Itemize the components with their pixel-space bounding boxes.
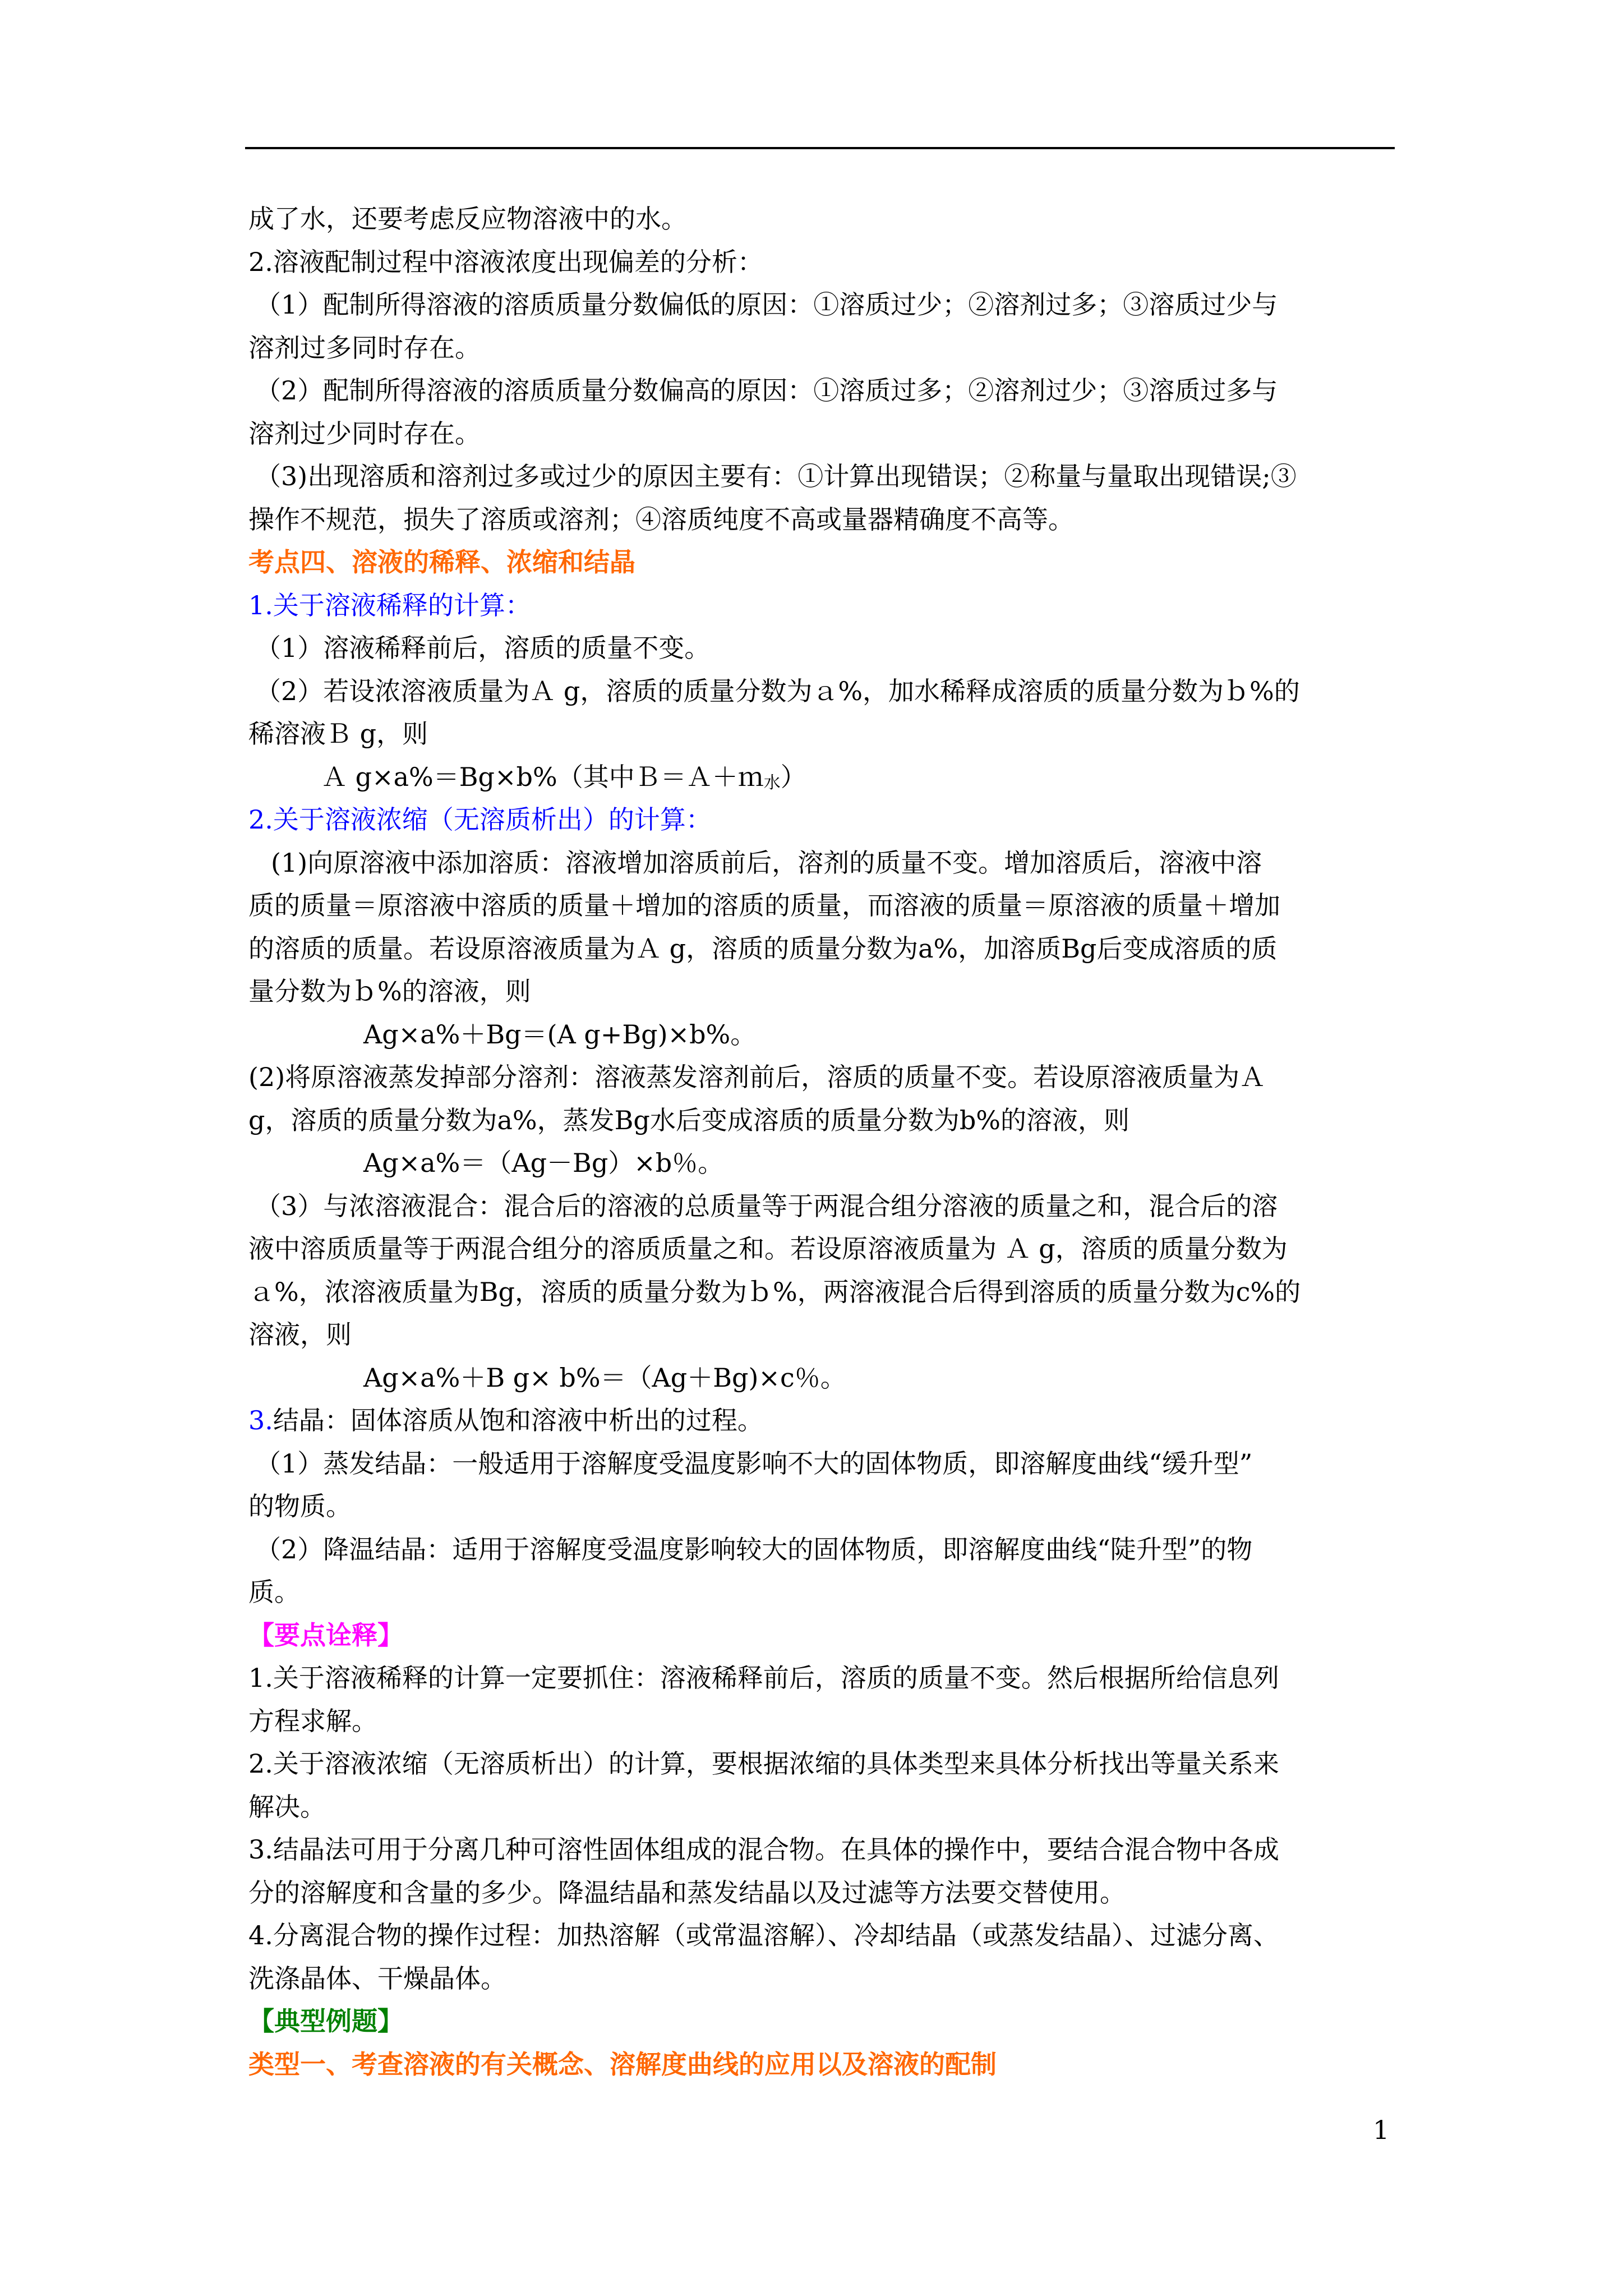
text-line: 解决。 <box>248 1791 326 1822</box>
text-line: （2）配制所得溶液的溶质质量分数偏高的原因：①溶质过多；②溶剂过少；③溶质过多与 <box>255 375 1278 406</box>
text-line: 溶剂过多同时存在。 <box>248 332 481 363</box>
section-heading: 考点四、溶液的稀释、浓缩和结晶 <box>248 547 635 577</box>
text-line: 溶剂过少同时存在。 <box>248 418 481 449</box>
formula-text: Ａ g×a%＝Bg×b%（其中Ｂ＝Ａ＋ｍ <box>321 761 764 792</box>
text-line: 稀溶液Ｂ g，则 <box>248 719 428 749</box>
text-line: 4.分离混合物的操作过程：加热溶解（或常温溶解）、冷却结晶（或蒸发结晶）、过滤分离、 <box>248 1920 1279 1950</box>
text-line: 方程求解。 <box>248 1705 377 1736</box>
text-line: （1）配制所得溶液的溶质质量分数偏低的原因：①溶质过少；②溶剂过多；③溶质过少与 <box>255 289 1278 320</box>
text-line: (2)将原溶液蒸发掉部分溶剂：溶液蒸发溶剂前后，溶质的质量不变。若设原溶液质量为Ａ <box>248 1062 1266 1092</box>
text-line: 的溶质的质量。若设原溶液质量为Ａ g，溶质的质量分数为a%，加溶质Bg后变成溶质的质 <box>248 933 1278 964</box>
text-line: ａ%，浓溶液质量为Bg，溶质的质量分数为ｂ%，两溶液混合后得到溶质的质量分数为c%的 <box>248 1276 1301 1307</box>
formula-line: Ag×a%＋Bg＝(A g+Bg)×b%。 <box>363 1019 757 1050</box>
header-rule <box>245 147 1395 149</box>
text-line: 操作不规范，损失了溶质或溶剂；④溶质纯度不高或量器精确度不高等。 <box>248 504 1074 535</box>
formula-line: Ag×a%＝（Ag－Bg）×b％。 <box>363 1148 724 1178</box>
text-line: 洗涤晶体、干燥晶体。 <box>248 1963 506 1994</box>
examples-heading: 【典型例题】 <box>248 2006 403 2036</box>
text-line: g，溶质的质量分数为a%，蒸发Bg水后变成溶质的质量分数为b%的溶液，则 <box>248 1105 1129 1135</box>
page-number: 1 <box>1373 2115 1390 2145</box>
text-line: 质的质量＝原溶液中溶质的质量＋增加的溶质的质量，而溶液的质量＝原溶液的质量＋增加 <box>248 890 1280 921</box>
text-line: 分的溶解度和含量的多少。降温结晶和蒸发结晶以及过滤等方法要交替使用。 <box>248 1877 1126 1908</box>
key-points-heading: 【要点诠释】 <box>248 1619 403 1650</box>
formula-subscript: 水 <box>763 772 781 793</box>
text-line: （1）溶液稀释前后，溶质的质量不变。 <box>255 633 711 663</box>
text-line <box>248 1399 1395 1442</box>
text-line: 2.溶液配制过程中溶液浓度出现偏差的分析： <box>248 246 763 277</box>
text-line: 液中溶质质量等于两混合组分的溶质质量之和。若设原溶液质量为 Ａ g，溶质的质量分数为 <box>248 1234 1288 1264</box>
text-line: 成了水，还要考虑反应物溶液中的水。 <box>248 204 687 234</box>
text-line: （3）与浓溶液混合：混合后的溶液的总质量等于两混合组分溶液的质量之和，混合后的溶 <box>255 1190 1278 1221</box>
crystal-number: 3. <box>248 1405 273 1435</box>
formula-line <box>248 756 1395 799</box>
crystal-text: 结晶：固体溶质从饱和溶液中析出的过程。 <box>273 1405 763 1435</box>
text-line: （2）若设浓溶液质量为Ａ g，溶质的质量分数为ａ%，加水稀释成溶质的质量分数为ｂ%的 <box>255 675 1300 706</box>
text-line: 溶液，则 <box>248 1319 352 1350</box>
text-line: （1）蒸发结晶：一般适用于溶解度受温度影响不大的固体物质，即溶解度曲线“缓升型” <box>255 1448 1253 1479</box>
text-line: 3.结晶法可用于分离几种可溶性固体组成的混合物。在具体的操作中，要结合混合物中各成 <box>248 1834 1279 1865</box>
text-line: 的物质。 <box>248 1491 352 1521</box>
text-line: 1.关于溶液稀释的计算一定要抓住：溶液稀释前后，溶质的质量不变。然后根据所给信息列 <box>248 1663 1279 1693</box>
formula-line: Ag×a%＋B g× b%＝（Ag＋Bg)×c％。 <box>363 1362 846 1393</box>
type-heading: 类型一、考查溶液的有关概念、溶解度曲线的应用以及溶液的配制 <box>248 2049 997 2079</box>
text-line: （3)出现溶质和溶剂过多或过少的原因主要有：①计算出现错误；②称量与量取出现错误;③ <box>255 461 1297 491</box>
text-line: 质。 <box>248 1577 300 1607</box>
subsection-heading: 1.关于溶液稀释的计算： <box>248 590 531 620</box>
text-line: 量分数为ｂ%的溶液，则 <box>248 976 531 1006</box>
text-line: (1)向原溶液中添加溶质：溶液增加溶质前后，溶剂的质量不变。增加溶质后，溶液中溶 <box>271 847 1262 878</box>
text-line: （2）降温结晶：适用于溶解度受温度影响较大的固体物质，即溶解度曲线“陡升型”的物 <box>255 1534 1253 1565</box>
formula-close: ） <box>780 761 806 792</box>
subsection-heading: 2.关于溶液浓缩（无溶质析出）的计算： <box>248 804 712 835</box>
text-line: 2.关于溶液浓缩（无溶质析出）的计算，要根据浓缩的具体类型来具体分析找出等量关系来 <box>248 1749 1279 1779</box>
document-body <box>248 197 1395 2086</box>
